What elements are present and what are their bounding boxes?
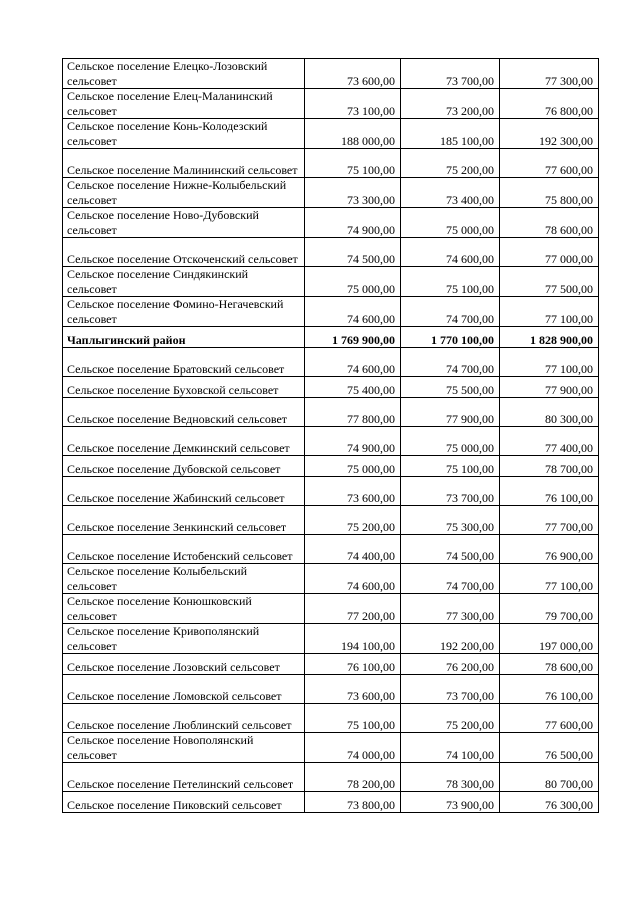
- value-col1-cell: 77 800,00: [305, 398, 401, 427]
- settlement-name-cell: Сельское поселение Истобенский сельсовет: [63, 535, 305, 564]
- value-col2-cell: 74 100,00: [401, 733, 500, 763]
- value-col1-cell: 75 000,00: [305, 267, 401, 297]
- value-col3-cell: 78 600,00: [500, 208, 599, 238]
- value-col1-cell: 73 300,00: [305, 178, 401, 208]
- value-col2-cell: 75 200,00: [401, 704, 500, 733]
- settlement-name-cell: Сельское поселение Кривополянский сельсовет: [63, 624, 305, 654]
- settlement-name-cell: Сельское поселение Люблинский сельсовет: [63, 704, 305, 733]
- value-col3-cell: 78 700,00: [500, 456, 599, 477]
- value-col3-cell: 77 900,00: [500, 377, 599, 398]
- settlement-name-cell: Сельское поселение Жабинский сельсовет: [63, 477, 305, 506]
- settlement-name-cell: Сельское поселение Пиковский сельсовет: [63, 792, 305, 813]
- table-row: [63, 792, 599, 813]
- value-col1-cell: 75 100,00: [305, 704, 401, 733]
- value-col2-cell: 75 000,00: [401, 427, 500, 456]
- table-row: [63, 654, 599, 675]
- value-col2-cell: 185 100,00: [401, 119, 500, 149]
- value-col3-cell: 77 100,00: [500, 297, 599, 327]
- table-row: [63, 733, 599, 763]
- value-col3-cell: 77 100,00: [500, 564, 599, 594]
- value-col2-cell: 75 100,00: [401, 456, 500, 477]
- value-col2-cell: 73 700,00: [401, 477, 500, 506]
- settlement-name-cell: Сельское поселение Конюшковский сельсовет: [63, 594, 305, 624]
- table-row: [63, 594, 599, 624]
- value-col3-cell: 80 300,00: [500, 398, 599, 427]
- settlement-name-cell: Сельское поселение Новополянский сельсовет: [63, 733, 305, 763]
- settlement-name-cell: Сельское поселение Елецко-Лозовский сельсовет: [63, 59, 305, 89]
- value-col3-cell: 77 500,00: [500, 267, 599, 297]
- value-col1-cell: 194 100,00: [305, 624, 401, 654]
- value-col2-cell: 75 300,00: [401, 506, 500, 535]
- table-row: [63, 624, 599, 654]
- value-col3-cell: 77 400,00: [500, 427, 599, 456]
- value-col3-cell: 78 600,00: [500, 654, 599, 675]
- value-col2-cell: 75 500,00: [401, 377, 500, 398]
- value-col2-cell: 73 700,00: [401, 675, 500, 704]
- settlement-name-cell: Сельское поселение Зенкинский сельсовет: [63, 506, 305, 535]
- table-row: [63, 427, 599, 456]
- value-col2-cell: 73 400,00: [401, 178, 500, 208]
- table-row: [63, 149, 599, 178]
- value-col1-cell: 74 900,00: [305, 427, 401, 456]
- table-row: [63, 377, 599, 398]
- value-col2-cell: 1 770 100,00: [401, 327, 500, 348]
- value-col1-cell: 73 800,00: [305, 792, 401, 813]
- value-col1-cell: 74 400,00: [305, 535, 401, 564]
- value-col1-cell: 74 600,00: [305, 348, 401, 377]
- value-col2-cell: 75 100,00: [401, 267, 500, 297]
- value-col1-cell: 78 200,00: [305, 763, 401, 792]
- value-col1-cell: 73 600,00: [305, 477, 401, 506]
- value-col3-cell: 76 100,00: [500, 675, 599, 704]
- table-row: [63, 398, 599, 427]
- table-row: [63, 119, 599, 149]
- value-col2-cell: 192 200,00: [401, 624, 500, 654]
- table-row: [63, 267, 599, 297]
- value-col3-cell: 77 100,00: [500, 348, 599, 377]
- value-col1-cell: 74 900,00: [305, 208, 401, 238]
- budget-table: [62, 58, 599, 813]
- value-col1-cell: 74 000,00: [305, 733, 401, 763]
- table-row: [63, 704, 599, 733]
- value-col3-cell: 76 800,00: [500, 89, 599, 119]
- settlement-name-cell: Сельское поселение Елец-Маланинский сельсовет: [63, 89, 305, 119]
- settlement-name-cell: Сельское поселение Отскоченский сельсовет: [63, 238, 305, 267]
- value-col2-cell: 78 300,00: [401, 763, 500, 792]
- value-col1-cell: 75 000,00: [305, 456, 401, 477]
- settlement-name-cell: Сельское поселение Ведновский сельсовет: [63, 398, 305, 427]
- value-col3-cell: 80 700,00: [500, 763, 599, 792]
- settlement-name-cell: Сельское поселение Фомино-Негачевский сельсовет: [63, 297, 305, 327]
- value-col3-cell: 76 100,00: [500, 477, 599, 506]
- table-row: [63, 564, 599, 594]
- value-col2-cell: 74 500,00: [401, 535, 500, 564]
- settlement-name-cell: Сельское поселение Малининский сельсовет: [63, 149, 305, 178]
- value-col3-cell: 77 300,00: [500, 59, 599, 89]
- value-col1-cell: 1 769 900,00: [305, 327, 401, 348]
- settlement-name-cell: Сельское поселение Конь-Колодезский сельсовет: [63, 119, 305, 149]
- value-col1-cell: 73 600,00: [305, 59, 401, 89]
- value-col2-cell: 73 700,00: [401, 59, 500, 89]
- value-col3-cell: 77 000,00: [500, 238, 599, 267]
- value-col1-cell: 74 600,00: [305, 564, 401, 594]
- settlement-name-cell: Сельское поселение Дубовской сельсовет: [63, 456, 305, 477]
- settlement-name-cell: Сельское поселение Демкинский сельсовет: [63, 427, 305, 456]
- value-col2-cell: 75 000,00: [401, 208, 500, 238]
- value-col1-cell: 74 500,00: [305, 238, 401, 267]
- settlement-name-cell: Сельское поселение Лозовский сельсовет: [63, 654, 305, 675]
- value-col3-cell: 79 700,00: [500, 594, 599, 624]
- value-col3-cell: 77 700,00: [500, 506, 599, 535]
- settlement-name-cell: Чаплыгинский район: [63, 327, 305, 348]
- settlement-name-cell: Сельское поселение Петелинский сельсовет: [63, 763, 305, 792]
- value-col1-cell: 75 400,00: [305, 377, 401, 398]
- value-col2-cell: 74 700,00: [401, 297, 500, 327]
- settlement-name-cell: Сельское поселение Ломовской сельсовет: [63, 675, 305, 704]
- value-col3-cell: 76 300,00: [500, 792, 599, 813]
- table-row: [63, 89, 599, 119]
- value-col2-cell: 73 900,00: [401, 792, 500, 813]
- settlement-name-cell: Сельское поселение Буховской сельсовет: [63, 377, 305, 398]
- value-col2-cell: 77 900,00: [401, 398, 500, 427]
- value-col2-cell: 77 300,00: [401, 594, 500, 624]
- district-total-row: [63, 327, 599, 348]
- value-col3-cell: 77 600,00: [500, 149, 599, 178]
- value-col3-cell: 1 828 900,00: [500, 327, 599, 348]
- value-col1-cell: 75 100,00: [305, 149, 401, 178]
- settlement-name-cell: Сельское поселение Синдякинский сельсовет: [63, 267, 305, 297]
- value-col2-cell: 76 200,00: [401, 654, 500, 675]
- table-row: [63, 456, 599, 477]
- value-col3-cell: 75 800,00: [500, 178, 599, 208]
- settlement-name-cell: Сельское поселение Нижне-Колыбельский сельсовет: [63, 178, 305, 208]
- value-col2-cell: 74 700,00: [401, 564, 500, 594]
- value-col3-cell: 76 900,00: [500, 535, 599, 564]
- table-row: [63, 763, 599, 792]
- table-row: [63, 59, 599, 89]
- value-col1-cell: 76 100,00: [305, 654, 401, 675]
- value-col3-cell: 197 000,00: [500, 624, 599, 654]
- value-col2-cell: 74 700,00: [401, 348, 500, 377]
- value-col1-cell: 77 200,00: [305, 594, 401, 624]
- settlement-name-cell: Сельское поселение Братовский сельсовет: [63, 348, 305, 377]
- budget-table-body: [63, 59, 599, 813]
- table-row: [63, 535, 599, 564]
- value-col1-cell: 74 600,00: [305, 297, 401, 327]
- value-col2-cell: 73 200,00: [401, 89, 500, 119]
- settlement-name-cell: Сельское поселение Колыбельский сельсовет: [63, 564, 305, 594]
- value-col1-cell: 75 200,00: [305, 506, 401, 535]
- table-row: [63, 675, 599, 704]
- value-col3-cell: 192 300,00: [500, 119, 599, 149]
- value-col3-cell: 77 600,00: [500, 704, 599, 733]
- table-row: [63, 477, 599, 506]
- table-row: [63, 348, 599, 377]
- value-col3-cell: 76 500,00: [500, 733, 599, 763]
- value-col1-cell: 73 100,00: [305, 89, 401, 119]
- table-row: [63, 297, 599, 327]
- value-col2-cell: 74 600,00: [401, 238, 500, 267]
- value-col1-cell: 188 000,00: [305, 119, 401, 149]
- table-row: [63, 208, 599, 238]
- table-row: [63, 506, 599, 535]
- table-row: [63, 178, 599, 208]
- value-col1-cell: 73 600,00: [305, 675, 401, 704]
- settlement-name-cell: Сельское поселение Ново-Дубовский сельсовет: [63, 208, 305, 238]
- table-row: [63, 238, 599, 267]
- value-col2-cell: 75 200,00: [401, 149, 500, 178]
